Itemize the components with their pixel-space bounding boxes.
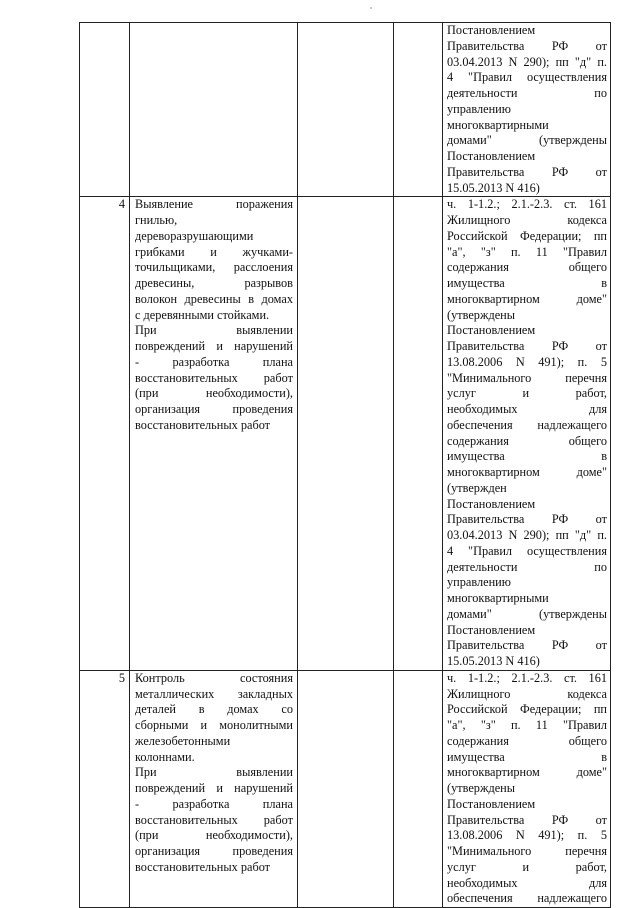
legal-basis-line: 13.08.2006 N 491); п. 5 — [447, 354, 607, 369]
requirements-table — [79, 22, 611, 908]
description-line: металлических закладных — [135, 686, 293, 701]
description-line: - разработка плана — [135, 796, 293, 811]
description-line: восстановительных работ — [135, 370, 293, 385]
description-line: колоннами. — [135, 749, 195, 764]
legal-basis-line: многоквартирными — [447, 117, 549, 132]
description-line: дереворазрушающими — [135, 228, 254, 243]
legal-basis-line: Правительства РФ от — [447, 38, 607, 53]
legal-basis-line: Постановлением — [447, 622, 536, 637]
legal-basis-line: управлению — [447, 575, 511, 590]
legal-basis-cell — [443, 670, 611, 907]
legal-basis-line: 4 "Правил осуществления — [447, 543, 607, 558]
legal-basis-line: Жилищного кодекса — [447, 686, 607, 701]
description-line: железобетонными — [135, 733, 231, 748]
empty-cell — [298, 670, 394, 907]
legal-basis-line: 15.05.2013 N 416) — [447, 180, 540, 195]
legal-basis-line: деятельности по — [447, 559, 607, 574]
legal-basis-line: обеспечения надлежащего — [447, 891, 607, 906]
legal-basis-line: Российской Федерации; пп — [447, 228, 607, 243]
legal-basis-line: 03.04.2013 N 290); пп "д" п. — [447, 54, 607, 69]
legal-basis-line: имущества в — [447, 449, 607, 464]
legal-basis-line: "Минимального перечня — [447, 844, 607, 858]
legal-basis-line: "Минимального перечня — [447, 370, 607, 385]
legal-basis-line: Постановлением — [447, 496, 536, 511]
legal-basis-line: услуг и работ, — [447, 386, 607, 401]
legal-basis-line: Правительства РФ от — [447, 512, 607, 527]
description-line: Выявление поражения — [135, 197, 293, 212]
table-row — [80, 670, 611, 907]
legal-basis-line: имущества в — [447, 749, 607, 764]
legal-basis-line: домами" (утверждены — [447, 133, 607, 148]
scan-speck — [370, 7, 372, 9]
empty-cell — [298, 23, 394, 197]
description-line: (при необходимости), — [135, 386, 293, 401]
legal-basis-line: Правительства РФ от — [447, 339, 607, 353]
legal-basis-line: содержания общего — [447, 260, 607, 275]
legal-basis-line: необходимых для — [447, 875, 607, 890]
legal-basis-line: Правительства РФ от — [447, 164, 607, 179]
legal-basis-line: имущества в — [447, 276, 607, 290]
description-line: восстановительных работ — [135, 417, 271, 432]
legal-basis-line: "а", "з" п. 11 "Правил — [447, 244, 607, 259]
legal-basis-line: Жилищного кодекса — [447, 213, 607, 227]
legal-basis-line: многоквартирном доме" — [447, 765, 607, 780]
legal-basis-line: обеспечения надлежащего — [447, 417, 607, 432]
description-line: древесины, разрывов — [135, 276, 293, 290]
row-number: 4 — [118, 197, 125, 212]
work-description-cell — [130, 23, 298, 197]
table-body — [80, 23, 611, 908]
legal-basis-line: 03.04.2013 N 290); пп "д" п. — [447, 528, 607, 542]
description-line: точильщиками, расслоения — [135, 260, 293, 275]
legal-basis-cell — [443, 23, 611, 197]
description-line: волокон древесины в домах — [135, 291, 293, 306]
description-line: деталей в домах со — [135, 702, 293, 717]
legal-basis-line: многоквартирном доме" — [447, 291, 607, 306]
legal-basis-line: Правительства РФ от — [447, 638, 607, 653]
row-number-cell — [80, 197, 130, 671]
legal-basis-line: содержания общего — [447, 433, 607, 448]
legal-basis-line: домами" (утверждены — [447, 606, 607, 621]
legal-basis-line: Постановлением — [447, 323, 536, 338]
description-line: повреждений и нарушений — [135, 781, 293, 795]
legal-basis-line: Постановлением — [447, 149, 536, 163]
empty-cell — [394, 23, 443, 197]
table-row — [80, 197, 611, 671]
legal-basis-line: ч. 1-1.2.; 2.1.-2.3. ст. 161 — [447, 670, 607, 685]
row-number: 5 — [118, 670, 125, 685]
description-line: с деревянными стойками. — [135, 307, 270, 322]
work-description-cell — [130, 670, 298, 907]
legal-basis-line: многоквартирном доме" — [447, 465, 607, 479]
legal-basis-cell — [443, 197, 611, 671]
description-line: гнилью, — [135, 213, 178, 227]
empty-cell — [394, 670, 443, 907]
description-line: организация проведения — [135, 844, 293, 858]
description-line: сборными и монолитными — [135, 718, 293, 732]
work-description-cell — [130, 197, 298, 671]
legal-basis-line: 13.08.2006 N 491); п. 5 — [447, 828, 607, 843]
legal-basis-line: услуг и работ, — [447, 859, 607, 874]
row-number-cell — [80, 23, 130, 197]
empty-cell — [298, 197, 394, 671]
description-line: При выявлении — [135, 323, 293, 338]
legal-basis-line: Российской Федерации; пп — [447, 702, 607, 717]
row-number-cell — [80, 670, 130, 907]
table-row — [80, 23, 611, 197]
description-line: (при необходимости), — [135, 828, 293, 843]
legal-basis-line: 4 "Правил осуществления — [447, 70, 607, 85]
legal-basis-line: ч. 1-1.2.; 2.1.-2.3. ст. 161 — [447, 197, 607, 212]
legal-basis-line: Правительства РФ от — [447, 812, 607, 827]
legal-basis-line: (утверждены — [447, 307, 516, 322]
description-line: повреждений и нарушений — [135, 339, 293, 353]
description-line: организация проведения — [135, 402, 293, 416]
description-line: - разработка плана — [135, 354, 293, 369]
legal-basis-line: "а", "з" п. 11 "Правил — [447, 718, 607, 732]
row-number — [80, 23, 125, 39]
description-line: восстановительных работ — [135, 859, 271, 874]
empty-cell — [394, 197, 443, 671]
description-line: При выявлении — [135, 765, 293, 780]
legal-basis-line: Постановлением — [447, 23, 536, 37]
legal-basis-line: (утвержден — [447, 480, 507, 495]
legal-basis-line: содержания общего — [447, 733, 607, 748]
legal-basis-line: необходимых для — [447, 402, 607, 416]
description-line: грибками и жучками- — [135, 244, 293, 259]
legal-basis-line: (утверждены — [447, 781, 516, 795]
description-line: Контроль состояния — [135, 670, 293, 685]
legal-basis-line: 15.05.2013 N 416) — [447, 654, 540, 668]
description-line: восстановительных работ — [135, 812, 293, 827]
legal-basis-line: деятельности по — [447, 86, 607, 100]
legal-basis-line: многоквартирными — [447, 591, 549, 605]
legal-basis-line: управлению — [447, 101, 511, 116]
legal-basis-line: Постановлением — [447, 796, 536, 811]
